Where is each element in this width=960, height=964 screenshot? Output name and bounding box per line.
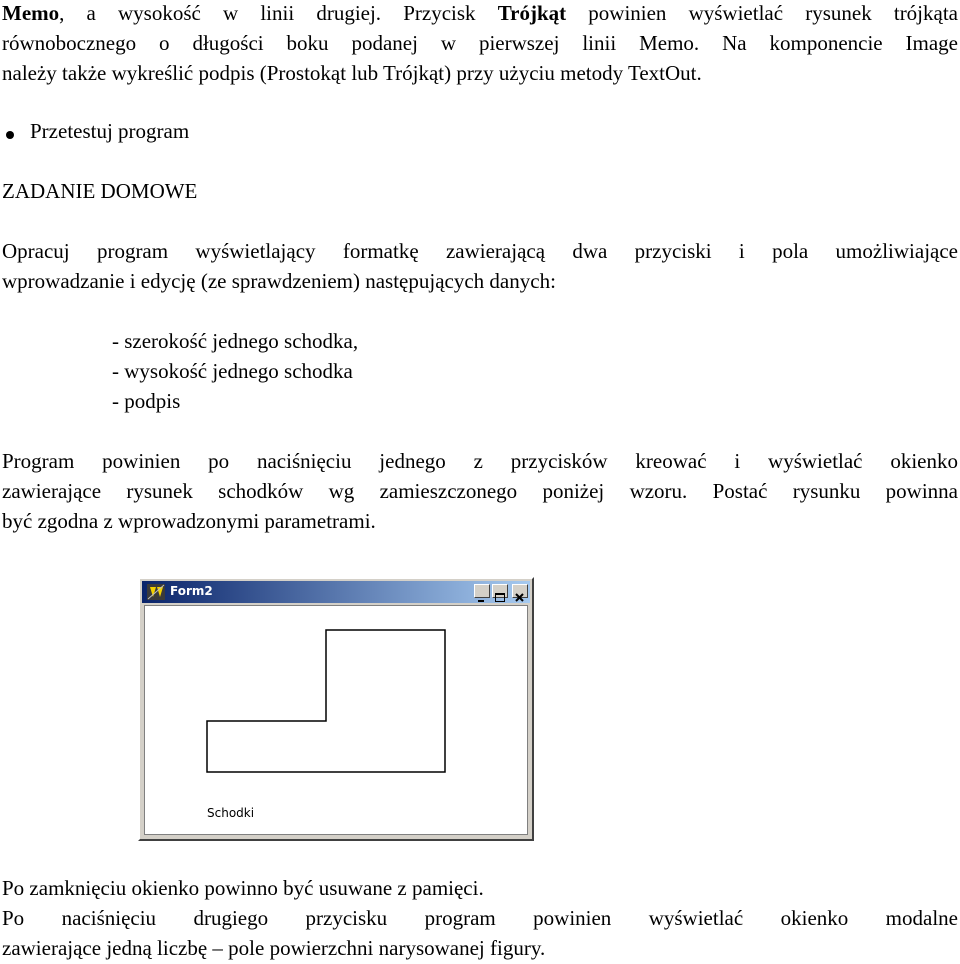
form2-titlebar [142, 581, 530, 603]
trojkat-term: Trójkąt [497, 1, 567, 25]
memo-term: Memo [2, 1, 60, 25]
list-item: - wysokość jednego schodka [112, 359, 353, 383]
bullet-text: Przetestuj program [30, 119, 190, 143]
stairs-outline [207, 630, 445, 772]
list-item: - podpis [112, 389, 181, 413]
delphi-app-icon [146, 583, 166, 601]
para2-line-2: zawierające rysunek schodków wg zamieszczonego poniżej wzoru. Postać rysunku powinna [2, 479, 958, 503]
para1-line-2: wprowadzanie i edycję (ze sprawdzeniem) następujących danych: [2, 269, 556, 293]
form2-title: Form2 [170, 584, 213, 598]
maximize-icon [493, 592, 507, 604]
para1-line-1: Opracuj program wyświetlający formatkę zawierającą dwa przyciski i pola umożliwiające [2, 239, 958, 263]
minimize-icon [475, 592, 489, 604]
intro-line-1-text-a: , a wysokość w linii drugiej. Przycisk [59, 1, 498, 25]
section-heading: ZADANIE DOMOWE [2, 179, 198, 203]
bullet-dot-icon [6, 131, 14, 139]
form2-client-area [144, 605, 528, 835]
close-icon [513, 592, 527, 604]
intro-line-1 [2, 0, 958, 26]
maximize-button[interactable] [492, 584, 508, 598]
form2-window [138, 577, 534, 841]
intro-line-1-text-b: powinien wyświetlać rysunek trójkąta [566, 1, 958, 25]
minimize-button[interactable] [474, 584, 490, 598]
para4-line-1: Po naciśnięciu drugiego przycisku program powinien wyświetlać okienko modalne [2, 906, 958, 930]
stairs-caption: Schodki [207, 806, 255, 820]
para4-line-2: zawierające jedną liczbę – pole powierzchni narysowanej figury. [2, 936, 546, 960]
close-button[interactable] [512, 584, 528, 598]
para3: Po zamknięciu okienko powinno być usuwane z pamięci. [2, 876, 484, 900]
list-item: - szerokość jednego schodka, [112, 329, 359, 353]
para2-line-3: być zgodna z wprowadzonymi parametrami. [2, 509, 376, 533]
para2-line-1: Program powinien po naciśnięciu jednego z przycisków kreować i wyświetlać okienko [2, 449, 958, 473]
stairs-drawing [145, 606, 531, 836]
intro-line-3: należy także wykreślić podpis (Prostokąt lub Trójkąt) przy użyciu metody TextOut. [2, 61, 702, 85]
intro-line-2: równobocznego o długości boku podanej w pierwszej linii Memo. Na komponencie Image [2, 31, 958, 55]
